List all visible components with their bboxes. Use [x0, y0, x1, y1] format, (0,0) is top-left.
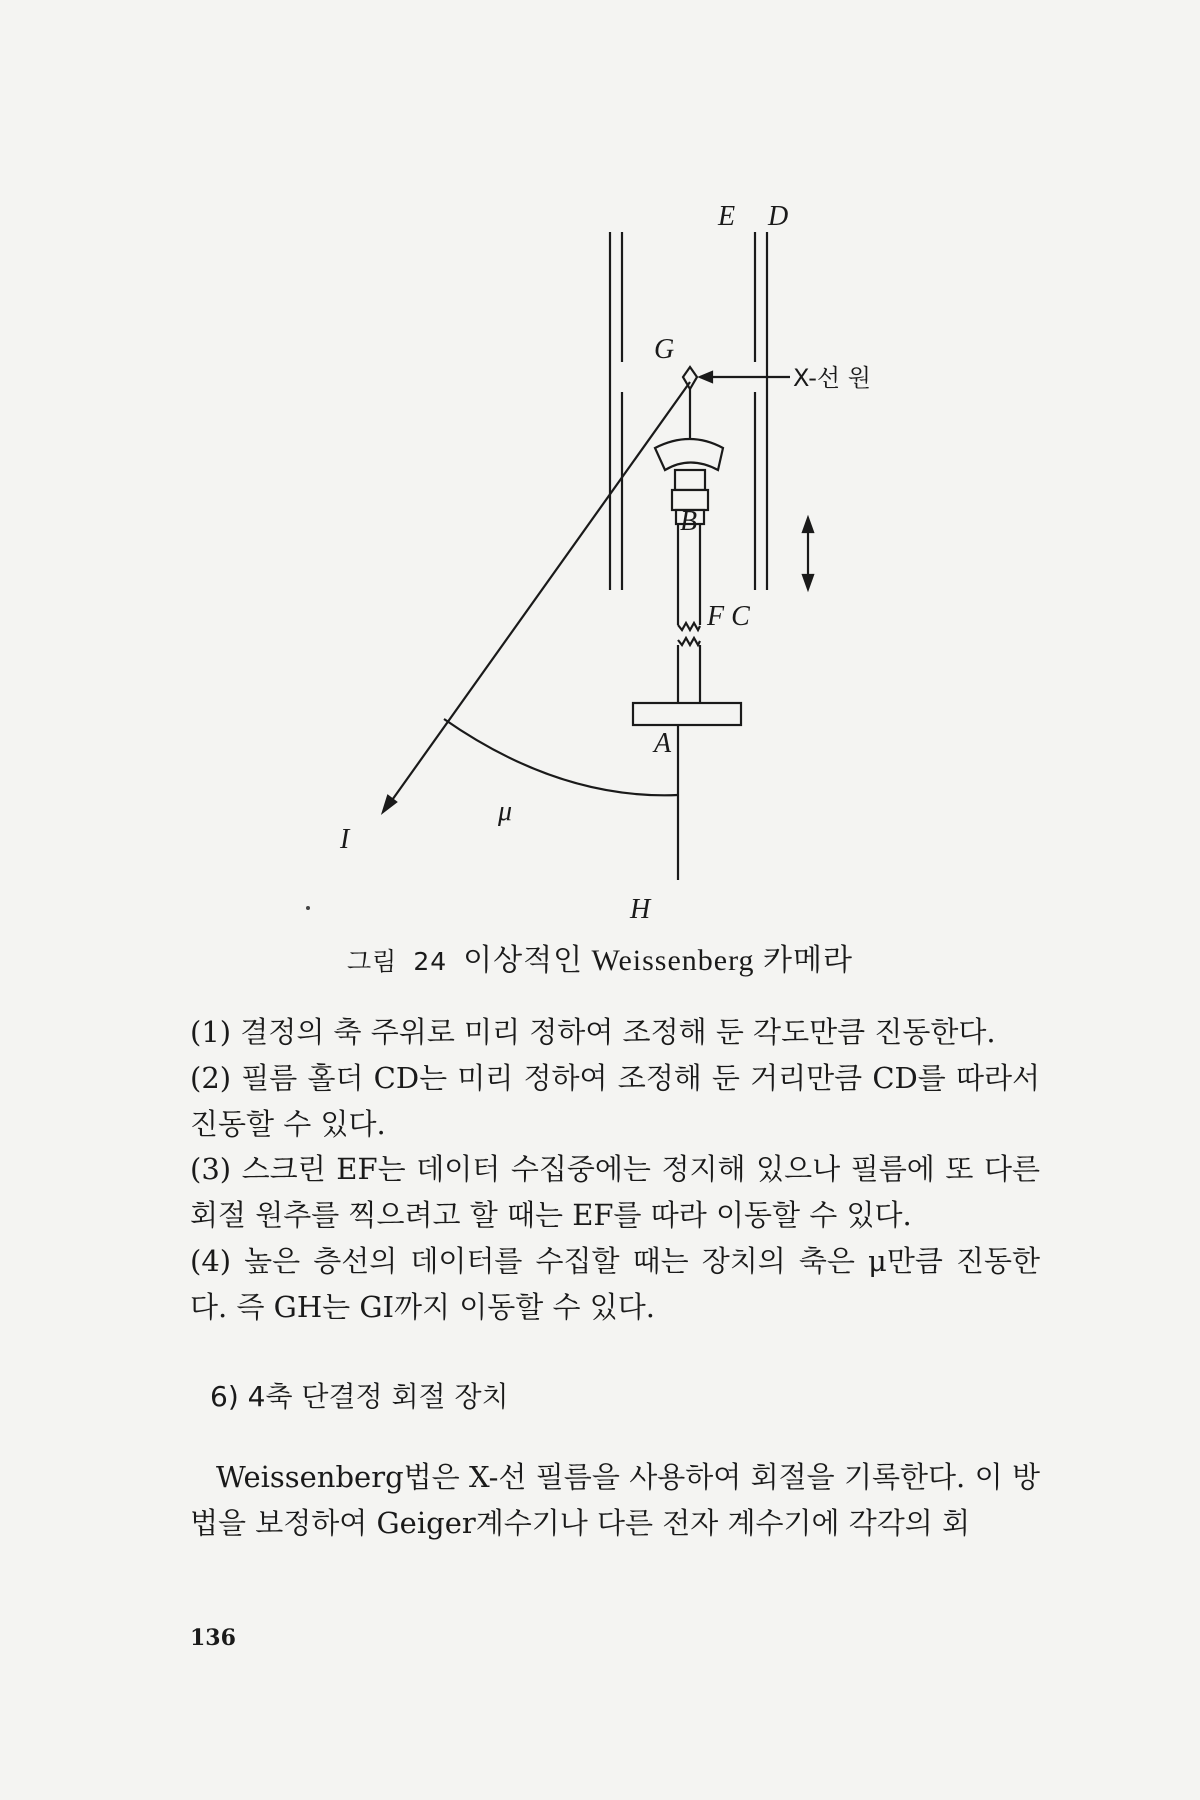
label-a: A	[654, 728, 672, 759]
section-heading: 6) 4축 단결정 회절 장치	[210, 1380, 509, 1413]
page-number: 136	[190, 1625, 236, 1651]
goniometer-arc	[655, 439, 723, 470]
label-fc: F C	[707, 601, 750, 632]
label-xray-source: X-선 원	[793, 364, 871, 392]
xray-arrowhead	[700, 372, 712, 382]
label-e: E	[718, 201, 736, 232]
figure-caption	[0, 935, 1200, 979]
axis-gi	[385, 382, 690, 810]
base-a	[633, 703, 741, 725]
crystal-g	[683, 367, 697, 389]
body-paragraph	[190, 1455, 1040, 1547]
list-item: (3) 스크린 EF는 데이터 수집중에는 정지해 있으나 필름에 또 다른 회절 원추를 찍으려고 할 때는 EF를 따라 이동할 수 있다.	[190, 1152, 1040, 1233]
label-h: H	[630, 894, 651, 925]
list-item: (2) 필름 홀더 CD는 미리 정하여 조정해 둔 거리만큼 CD를 따라서 진동할 수 있다.	[190, 1060, 1040, 1141]
feature-list	[190, 1010, 1040, 1331]
label-b: B	[680, 506, 698, 537]
mu-arc	[444, 719, 678, 795]
label-mu: μ	[498, 796, 513, 827]
list-item: (4) 높은 층선의 데이터를 수집할 때는 장치의 축은 μ만큼 진동한다. 즉 GH는 GI까지 이동할 수 있다.	[190, 1244, 1040, 1324]
label-g: G	[654, 334, 675, 365]
label-i: I	[340, 824, 350, 855]
caption-prefix: 그림	[347, 947, 398, 976]
paragraph-text: Weissenberg법은 X-선 필름을 사용하여 회절을 기록한다. 이 방법을 보정하여 Geiger계수기나 다른 전자 계수기에 각각의 회	[190, 1460, 1040, 1540]
list-item: (1) 결정의 축 주위로 미리 정하여 조정해 둔 각도만큼 진동한다.	[190, 1015, 996, 1049]
goniometer-head	[675, 470, 705, 490]
caption-number: 24	[413, 947, 448, 976]
caption-title: 이상적인 Weissenberg 카메라	[463, 944, 853, 977]
label-d: D	[768, 201, 789, 232]
